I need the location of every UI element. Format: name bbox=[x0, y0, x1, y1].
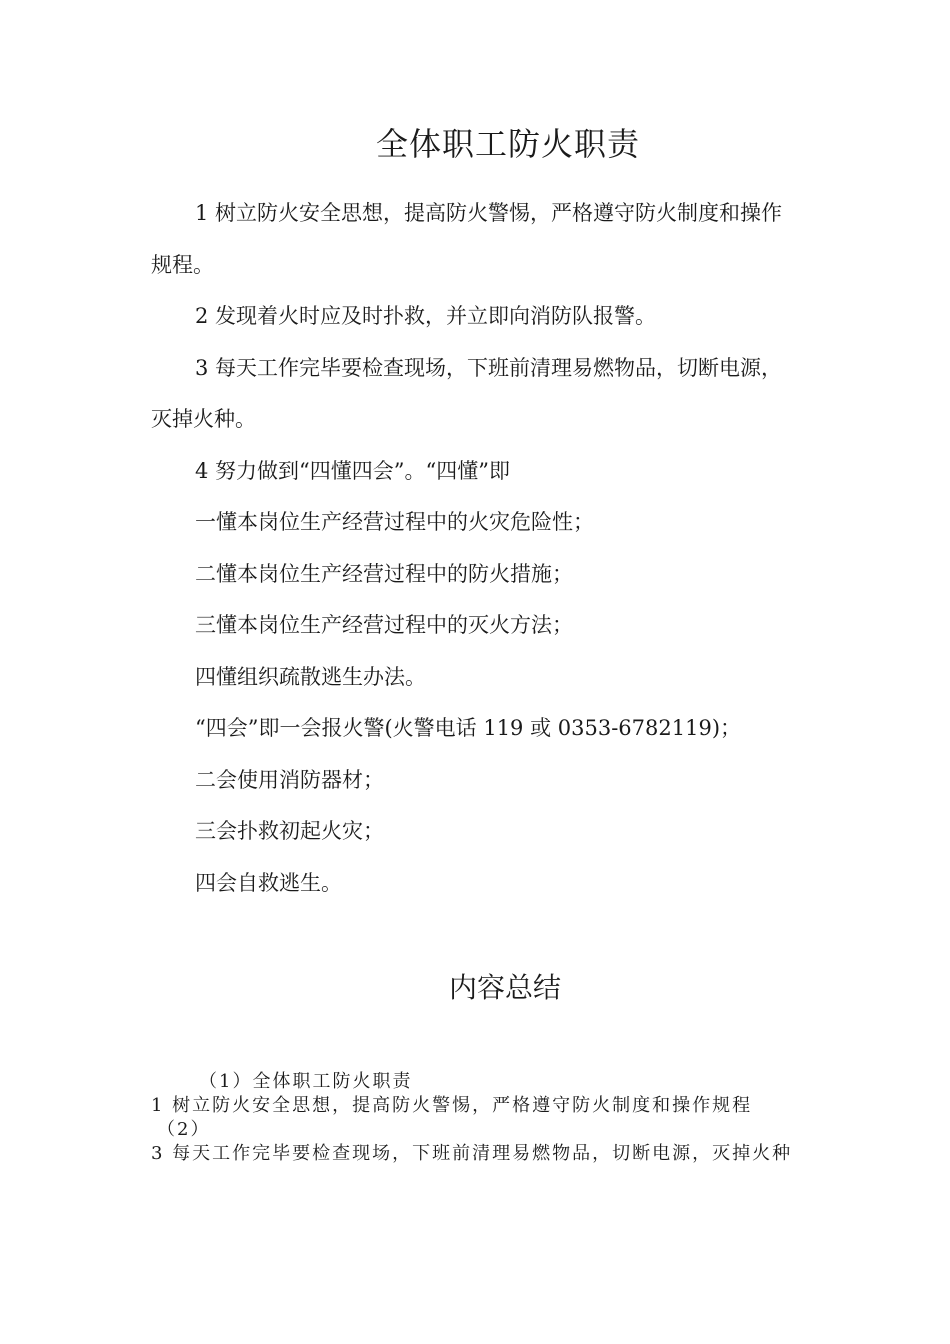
sub-item-6: 二会使用消防器材； bbox=[195, 767, 384, 792]
summary-section bbox=[151, 1070, 801, 1166]
sub-item-7: 三会扑救初起火灾； bbox=[195, 819, 384, 843]
paragraph-1: 1 树立防火安全思想，提高防火警惕，严格遵守防火制度和操作规程。 bbox=[151, 201, 783, 277]
paragraph-4: 4 努力做到“四懂四会”。“四懂”即 bbox=[195, 458, 510, 483]
document-body bbox=[151, 188, 801, 909]
summary-line-3: （2） bbox=[157, 1119, 211, 1140]
paragraph-2: 2 发现着火时应及时扑救，并立即向消防队报警。 bbox=[195, 304, 657, 328]
summary-title: 内容总结 bbox=[448, 971, 561, 1004]
paragraph-3: 3 每天工作完毕要检查现场，下班前清理易燃物品，切断电源，灭掉火种。 bbox=[151, 355, 783, 431]
summary-line-4: 3 每天工作完毕要检查现场，下班前清理易燃物品，切断电源，灭掉火种 bbox=[151, 1143, 793, 1164]
sub-item-8: 四会自救逃生。 bbox=[195, 870, 342, 895]
sub-item-4: 四懂组织疏散逃生办法。 bbox=[195, 664, 426, 689]
summary-line-2: 1 树立防火安全思想，提高防火警惕，严格遵守防火制度和操作规程 bbox=[151, 1095, 753, 1116]
document-title: 全体职工防火职责 bbox=[375, 125, 640, 163]
sub-item-1: 一懂本岗位生产经营过程中的火灾危险性； bbox=[195, 510, 594, 534]
summary-line-1: （1）全体职工防火职责 bbox=[199, 1071, 413, 1092]
sub-item-2: 二懂本岗位生产经营过程中的防火措施； bbox=[195, 561, 573, 586]
sub-item-3: 三懂本岗位生产经营过程中的灭火方法； bbox=[195, 613, 573, 637]
sub-item-5: “四会”即一会报火警(火警电话 119 或 0353-6782119)； bbox=[195, 716, 742, 740]
